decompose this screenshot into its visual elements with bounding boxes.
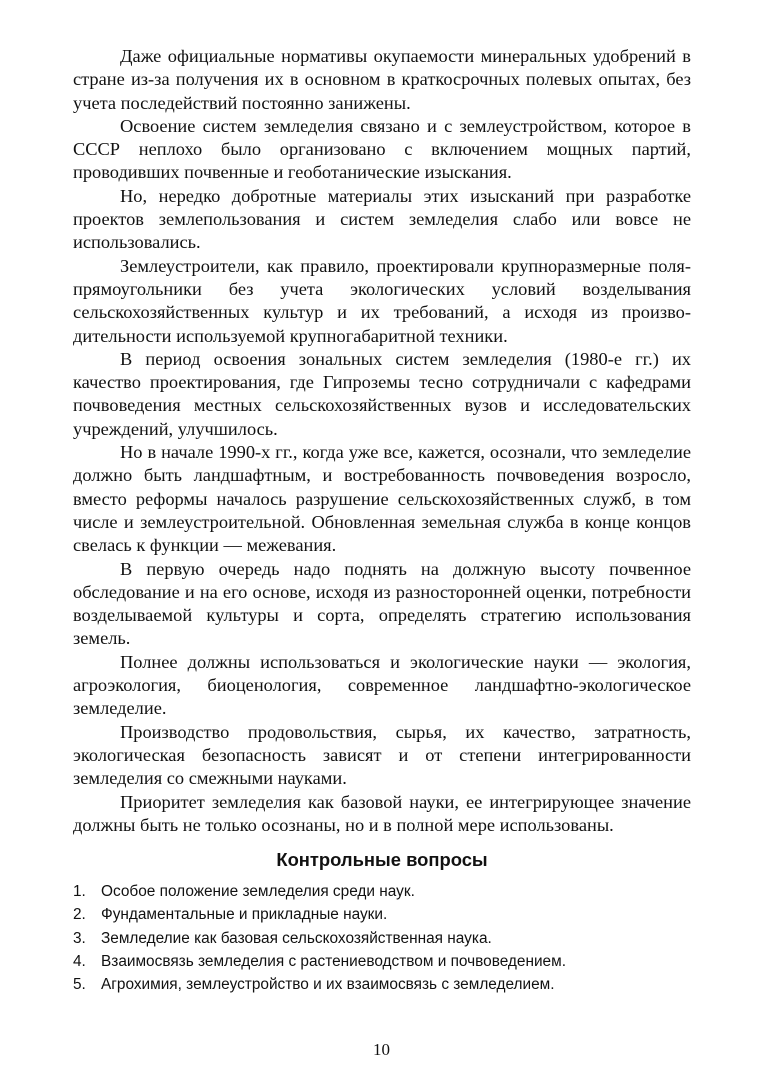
question-item — [73, 973, 691, 996]
paragraph: Приоритет земледелия как базовой науки, ее интегрирующее значение должны быть не только осознаны, но и в полной мере использованы. — [73, 791, 691, 835]
question-text: Взаимосвязь земледелия с растениеводством и почвоведением. — [101, 952, 566, 970]
section-title: Контрольные вопросы — [276, 849, 488, 871]
question-item — [73, 880, 691, 903]
paragraph: Производство продовольствия, сырья, их качество, затратность, экологическая безопасность зависят и от степени интегрированности земледелия со смежными науками. — [73, 721, 691, 789]
paragraph: В первую очередь надо поднять на должную высоту почвенное обследование и на его основе, исходя из разносторонней оценки, потребности возделываемой культуры и сорта, определять стратегию использования земель. — [73, 558, 691, 649]
paragraph: Но в начале 1990-х гг., когда уже все, кажется, осознали, что земледелие должно быть ландшафтным, и востребованность почвоведения возросло, вместо реформы началось разрушение сельскохозяйственных служб, в том числе и землеустроительной. Обновленная земельная служба в конце концов свелась к функции — межевания. — [73, 442, 691, 556]
questions-list — [73, 880, 691, 996]
question-text: Особое положение земледелия среди наук. — [101, 883, 415, 901]
paragraph: В период освоения зональных систем земледелия (1980-е гг.) их качество проектирования, где Гипроземы тесно сотрудничали с кафедрами почвоведения местных сельскохозяйственных вузов и исследовательских учреждений, улучшилось. — [73, 348, 691, 439]
paragraph: Но, нередко добротные материалы этих изысканий при разработке проектов землепользования и систем земледелия слабо или вовсе не использовались. — [73, 185, 691, 253]
paragraph: Полнее должны использоваться и экологические науки — экология, агроэкология, биоценология, современное ландшафтно-экологическое земледелие. — [73, 651, 691, 719]
page-number: 10 — [373, 1040, 390, 1059]
question-text: Фундаментальные и прикладные науки. — [101, 906, 388, 924]
paragraph: Освоение систем земледелия связано и с землеустройством, которое в СССР неплохо было организовано с включением мощных партий, проводивших почвенные и геоботанические изыскания. — [73, 115, 691, 183]
question-text: Агрохимия, землеустройство и их взаимосвязь с земледелием. — [101, 975, 555, 993]
page-content — [73, 45, 691, 996]
question-item — [73, 950, 691, 973]
question-item — [73, 903, 691, 926]
question-number: 5. — [73, 975, 86, 993]
paragraph: Даже официальные нормативы окупаемости минеральных удобрений в стране из-за получения их в основном в краткосрочных полевых опытах, без учета последействий постоянно занижены. — [73, 46, 691, 113]
question-item — [73, 927, 691, 950]
paragraph: Землеустроители, как правило, проектировали крупноразмерные поля-прямоугольники без учета экологических условий возделывания сельскохозяйственных культур и их требований, а исходя из производительности используемой крупногабаритной техники. — [73, 255, 691, 346]
question-number: 1. — [73, 883, 86, 901]
question-number: 4. — [73, 952, 86, 970]
question-number: 2. — [73, 906, 86, 924]
question-number: 3. — [73, 929, 86, 947]
question-text: Земледелие как базовая сельскохозяйственная наука. — [101, 929, 492, 947]
